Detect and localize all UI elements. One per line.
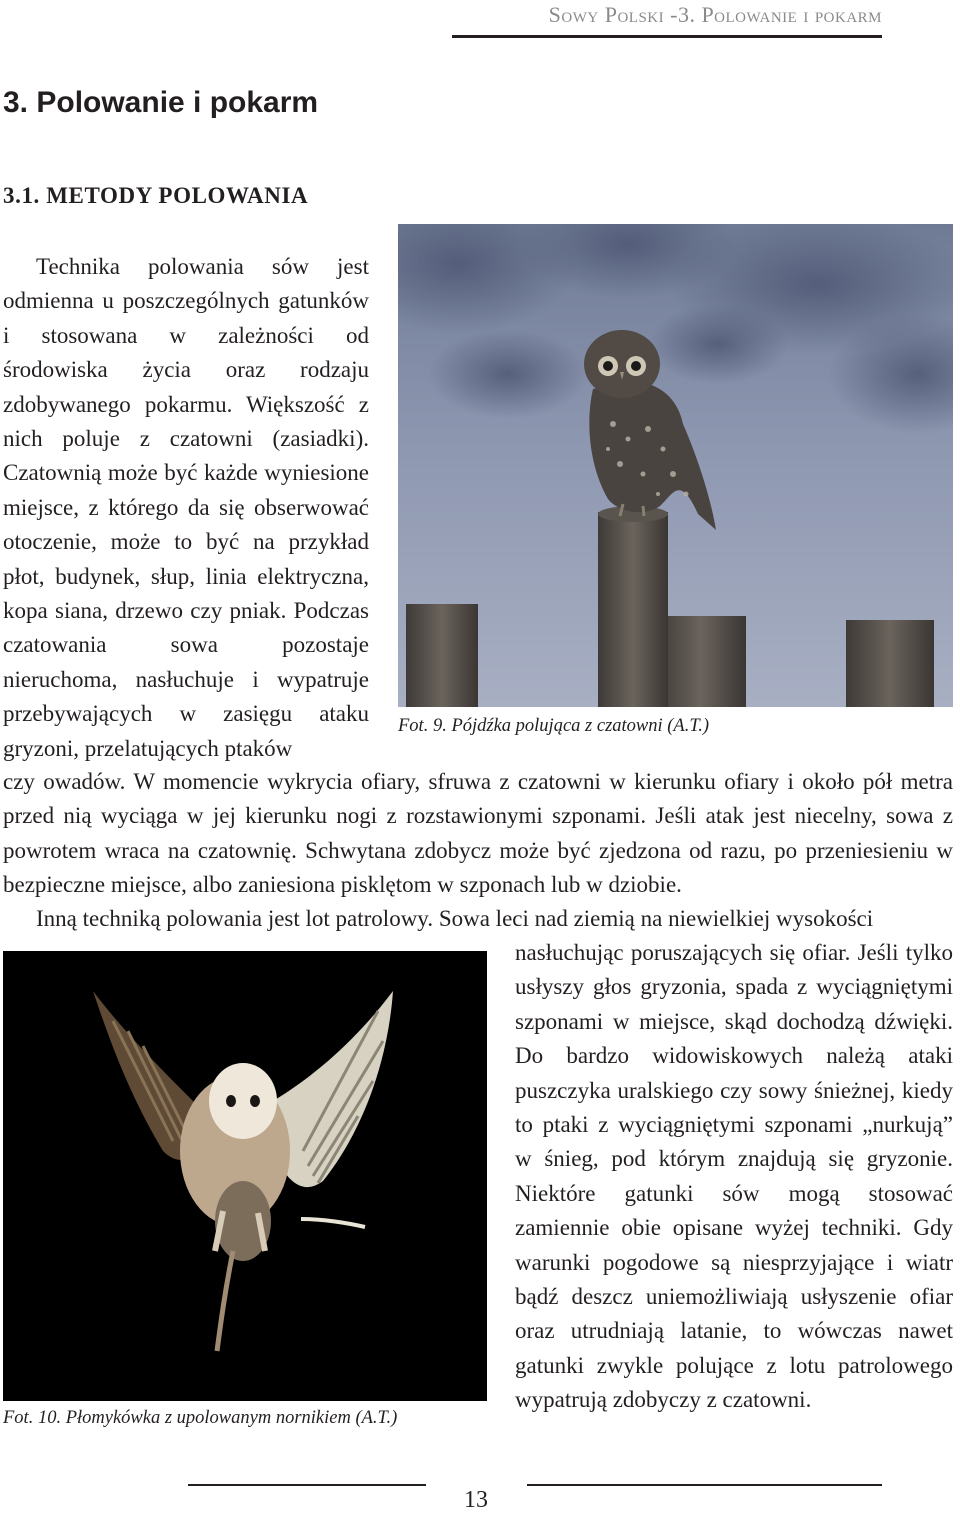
photo-barn-owl (3, 951, 487, 1401)
footer-rule-left (188, 1484, 426, 1486)
header-rule (452, 35, 882, 38)
chapter-title: 3. Polowanie i pokarm (3, 86, 319, 119)
running-header: Sowy Polski -3. Polowanie i pokarm (548, 2, 882, 27)
paragraph-2-right: nasłuchując poruszających się ofiar. Jeśli tylko usłyszy głos gryzonia, spada z wyciągniętymi szponami w miejsce, skąd dochodzą dźwięki. Do bardzo widowiskowych należą ataki puszczyka uralskiego czy sowy śnieżnej, kiedy to ptaki z wyciągniętymi szponami „nurkują” w śnieg, pod którym znajdują się gryzonie. Niektóre gatunki sów mogą stosować zamiennie obie opisane wyżej techniki. Gdy warunki pogodowe są niesprzyjające i wiatr bądź deszcz uniemożliwiają usłyszenie ofiar oraz utrudniają latanie, to wówczas nawet gatunki zwykle polujące z lotu patrolowego wypatrują zdobyczy z czatowni. (515, 940, 953, 1413)
caption-fig10: Fot. 10. Płomykówka z upolowanym nornikiem (A.T.) (3, 1408, 398, 1428)
caption-fig9: Fot. 9. Pójdźka polująca z czatowni (A.T.) (398, 716, 710, 736)
photo-little-owl (398, 224, 953, 707)
little-owl-image (398, 224, 953, 707)
body-column-right (515, 936, 953, 1418)
footer-rule-right (527, 1484, 882, 1486)
body-column-left (3, 250, 369, 766)
body-full-width-2 (3, 902, 953, 936)
body-full-width-1 (3, 765, 953, 903)
paragraph-2-start: Inną techniką polowania jest lot patrolowy. Sowa leci nad ziemią na niewielkiej wysokości (36, 906, 874, 931)
paragraph-1-left: Technika polowania sów jest odmienna u poszczególnych gatunków i stosowana w zależności od środowiska życia oraz rodzaju zdobywanego pokarmu. Większość z nich poluje z czatowni (zasiadki). Czatownią może być każde wyniesione miejsce, z którego da się obserwować otoczenie, może to być na przykład płot, budynek, słup, linia elektryczna, kopa siana, drzewo czy pniak. Podczas czatowania sowa pozostaje nieruchoma, nasłuchuje i wypatruje przebywających w zasięgu ataku gryzoni, przelatujących ptaków (3, 254, 369, 761)
paragraph-1-continued: czy owadów. W momencie wykrycia ofiary, sfruwa z czatowni w kierunku ofiary i około pół metra przed nią wyciąga w jej kierunku nogi z rozstawionymi szponami. Jeśli atak jest niecelny, sowa z powrotem wraca na czatownię. Schwytana zdobycz może być zjedzona od razu, po przeniesieniu w bezpieczne miejsce, albo zaniesiona pisklętom w szponach lub w dziobie. (3, 769, 953, 898)
section-title: 3.1. METODY POLOWANIA (3, 183, 309, 208)
page-number: 13 (464, 1487, 488, 1513)
barn-owl-image (3, 951, 487, 1401)
